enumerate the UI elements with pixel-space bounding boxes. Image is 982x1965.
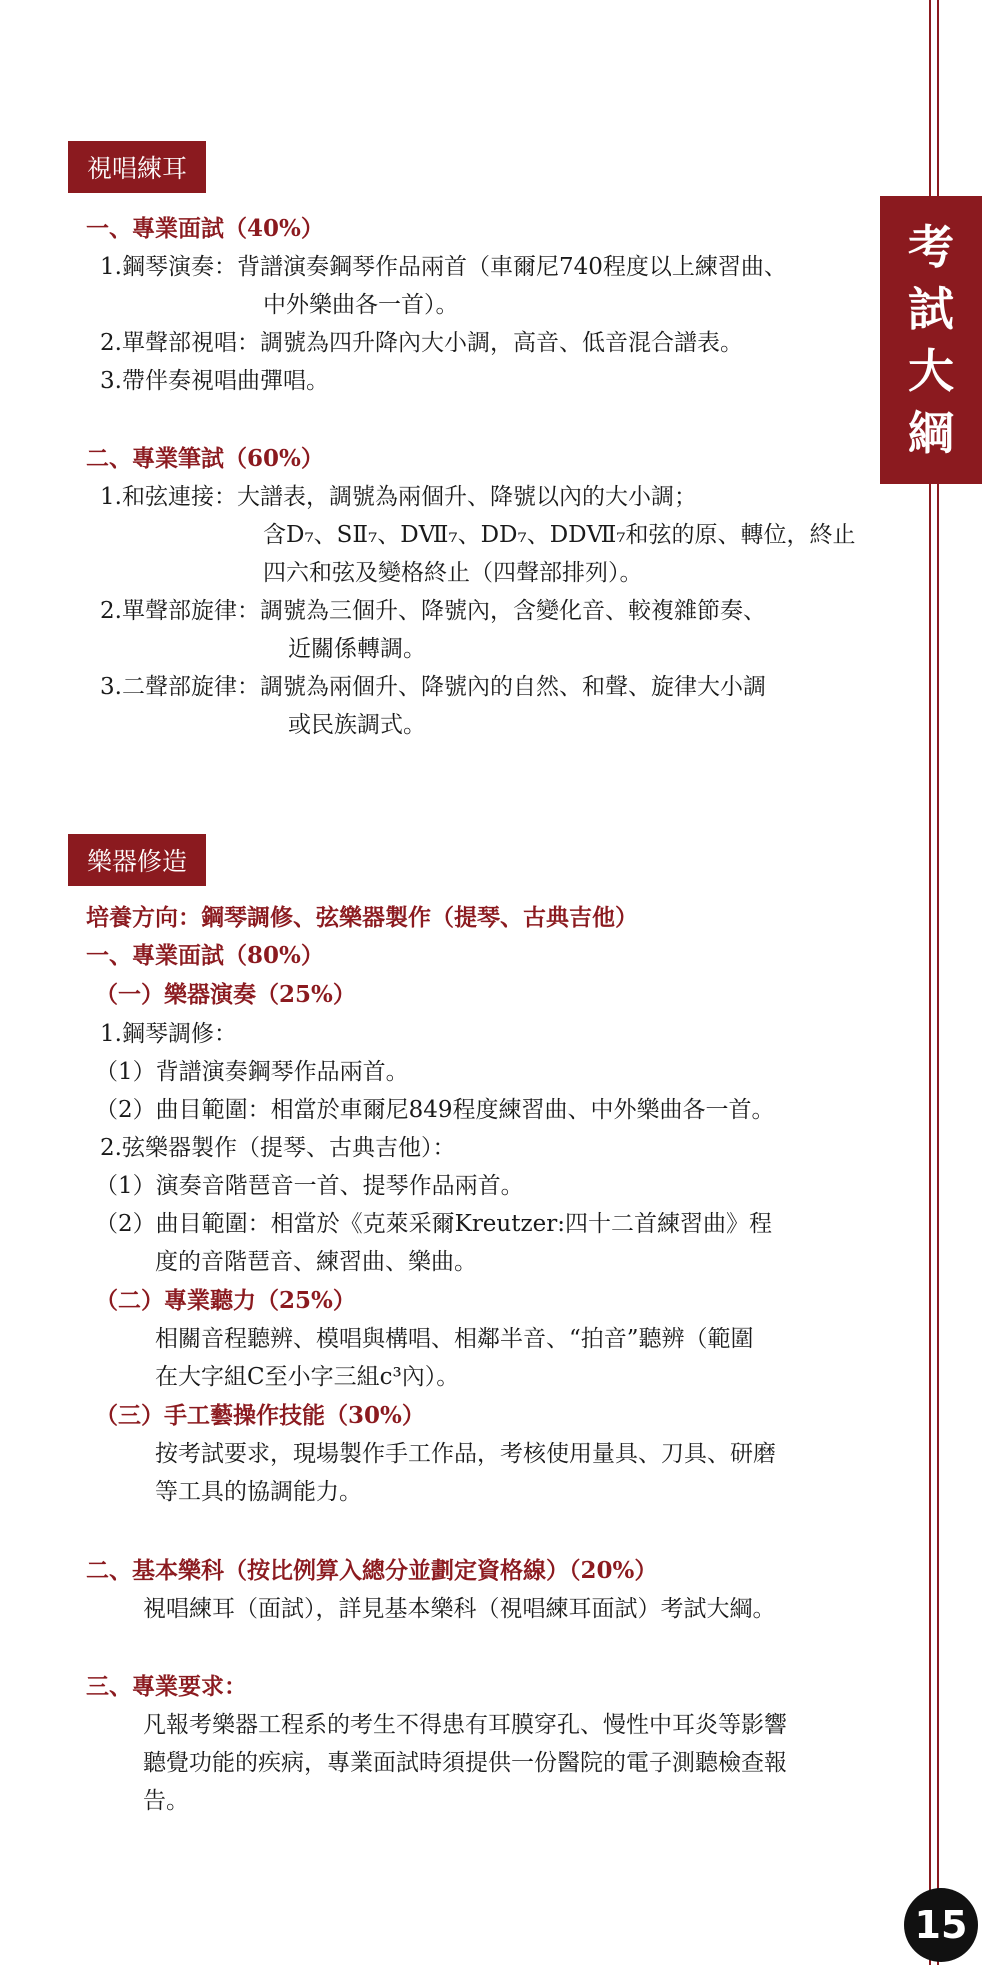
subheading: （一）樂器演奏（25%）: [95, 981, 356, 1008]
heading-basic-music: 二、基本樂科（按比例算入總分並劃定資格線）（20%）: [86, 1557, 658, 1584]
heading-written: 二、專業筆試（60%）: [86, 445, 324, 472]
subheading: （二）專業聽力（25%）: [95, 1287, 356, 1314]
item-text: 視唱練耳（面試），詳見基本樂科（視唱練耳面試）考試大綱。: [143, 1596, 776, 1622]
item-text: 近關係轉調。: [288, 636, 426, 662]
item-text: 相關音程聽辨、模唱與構唱、相鄰半音、“拍音”聽辨（範圍: [155, 1326, 754, 1352]
item-text: 3.帶伴奏視唱曲彈唱。: [100, 368, 329, 394]
side-tab-char: 大: [908, 344, 954, 398]
side-tab-exam-outline: [880, 196, 982, 484]
side-tab-char: 試: [908, 282, 954, 336]
item-text: 聽覺功能的疾病，專業面試時須提供一份醫院的電子測聽檢查報: [143, 1750, 787, 1776]
item-text: 凡報考樂器工程系的考生不得患有耳膜穿孔、慢性中耳炎等影響: [143, 1712, 787, 1738]
item-text: 1.鋼琴演奏：背譜演奏鋼琴作品兩首（車爾尼740程度以上練習曲、: [100, 254, 787, 280]
item-text: 2.弦樂器製作（提琴、古典吉他）：: [100, 1135, 456, 1161]
section-label-ear-training: 視唱練耳: [68, 141, 206, 193]
item-text: 含D₇、SⅡ₇、DⅦ₇、DD₇、DDⅦ₇和弦的原、轉位，終止: [263, 522, 856, 548]
subheading: （三）手工藝操作技能（30%）: [95, 1402, 425, 1429]
section-label-instrument: 樂器修造: [68, 834, 206, 886]
item-text: 四六和弦及變格終止（四聲部排列）。: [263, 560, 643, 586]
item-text: 在大字組C至小字三組c³內）。: [155, 1364, 460, 1390]
side-tab-char: 考: [908, 220, 954, 274]
item-text: （1）演奏音階琶音一首、提琴作品兩首。: [95, 1173, 524, 1199]
heading-interview: 一、專業面試（80%）: [86, 942, 324, 969]
item-text: （1）背譜演奏鋼琴作品兩首。: [95, 1059, 409, 1085]
item-text: 度的音階琶音、練習曲、樂曲。: [155, 1249, 477, 1275]
item-text: 1.和弦連接：大譜表，調號為兩個升、降號以內的大小調；: [100, 484, 697, 510]
item-text: （2）曲目範圍：相當於車爾尼849程度練習曲、中外樂曲各一首。: [95, 1097, 775, 1123]
item-text: 中外樂曲各一首）。: [263, 292, 459, 318]
item-text: 等工具的協調能力。: [155, 1479, 362, 1505]
training-direction: 培養方向：鋼琴調修、弦樂器製作（提琴、古典吉他）: [86, 904, 638, 931]
item-text: （2）曲目範圍：相當於《克萊采爾Kreutzer:四十二首練習曲》程: [95, 1211, 772, 1237]
item-text: 1.鋼琴調修：: [100, 1021, 237, 1047]
item-text: 3.二聲部旋律：調號為兩個升、降號內的自然、和聲、旋律大小調: [100, 674, 766, 700]
page-number-badge: 15: [904, 1888, 978, 1962]
item-text: 告。: [143, 1788, 189, 1814]
heading-requirements: 三、專業要求：: [86, 1673, 247, 1700]
side-tab-char: 綱: [908, 406, 954, 460]
item-text: 按考試要求，現場製作手工作品，考核使用量具、刀具、研磨: [155, 1441, 776, 1467]
item-text: 2.單聲部視唱：調號為四升降內大小調，高音、低音混合譜表。: [100, 330, 743, 356]
heading-interview: 一、專業面試（40%）: [86, 215, 324, 242]
item-text: 或民族調式。: [288, 712, 426, 738]
item-text: 2.單聲部旋律：調號為三個升、降號內，含變化音、較複雜節奏、: [100, 598, 766, 624]
